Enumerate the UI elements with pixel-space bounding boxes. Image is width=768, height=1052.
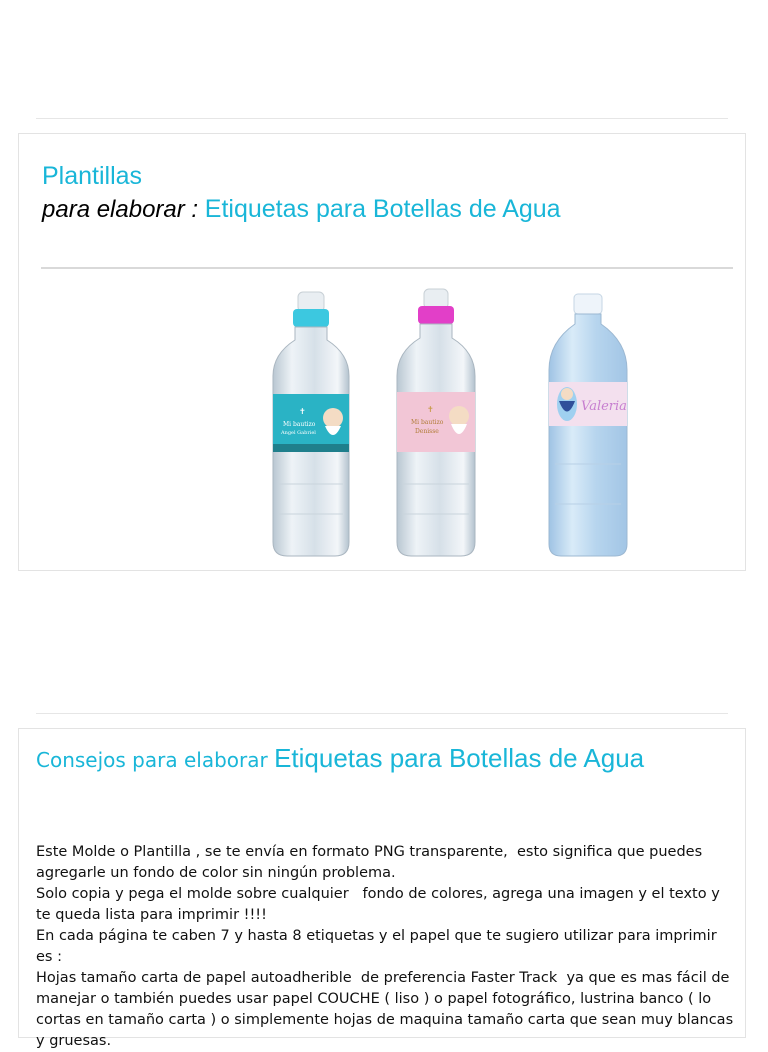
bottles-image bbox=[249, 284, 629, 564]
tips-paragraph: En cada página te caben 7 y hasta 8 etiquetas y el papel que te sugiero utilizar para imprimir es : bbox=[36, 928, 722, 965]
bottle-pink-cap bbox=[418, 306, 454, 324]
subtitle-prefix: para elaborar : bbox=[42, 196, 205, 223]
bottle-blue-cap bbox=[293, 309, 329, 327]
bottle-light-cap bbox=[574, 294, 602, 314]
bottle-pink-label-sub: Denisse bbox=[415, 428, 439, 435]
bottle-blue bbox=[273, 292, 349, 556]
bottle-pink bbox=[397, 289, 475, 556]
card-divider bbox=[41, 267, 733, 269]
tips-card bbox=[18, 728, 746, 1049]
top-rule bbox=[36, 118, 728, 119]
templates-card bbox=[18, 133, 746, 571]
bottle-pink-label-text: Mi bautizo bbox=[411, 419, 444, 426]
tips-title bbox=[36, 743, 644, 774]
bottle-pink-label-cross: ✝ bbox=[427, 405, 434, 414]
templates-title: Plantillas bbox=[42, 162, 143, 190]
middle-rule bbox=[36, 713, 728, 714]
tips-body bbox=[36, 842, 736, 1052]
tips-paragraph: Este Molde o Plantilla , se te envía en formato PNG transparente, esto significa que puedes agregarle un fondo de color sin ningún problema. bbox=[36, 844, 707, 881]
tips-paragraph: Hojas tamaño carta de papel autoadherible de preferencia Faster Track ya que es mas fácil de manejar o también puedes usar papel COUCHE ( liso ) o papel fotográfico, lustrina banco ( lo cortas en tamaño carta ) o simplemente hojas de maquina tamaño carta que sean muy blancas y gruesas. bbox=[36, 970, 738, 1049]
tips-title-prefix: Consejos para elaborar bbox=[36, 748, 275, 772]
bottle-blue-label-sub: Angel Gabriel bbox=[281, 430, 316, 436]
bottle-blue-label-text: Mi bautizo bbox=[283, 421, 316, 428]
bottle-light-label-text: Valeria bbox=[581, 399, 627, 414]
bottle-blue-label-cross: ✝ bbox=[299, 407, 306, 416]
tips-title-highlight: Etiquetas para Botellas de Agua bbox=[274, 743, 645, 773]
subtitle-highlight: Etiquetas para Botellas de Agua bbox=[204, 195, 561, 223]
templates-subtitle bbox=[42, 195, 561, 224]
tips-paragraph: Solo copia y pega el molde sobre cualquier fondo de colores, agrega una imagen y el texto y te queda lista para imprimir !!!! bbox=[36, 886, 725, 923]
bottle-light bbox=[549, 294, 627, 556]
